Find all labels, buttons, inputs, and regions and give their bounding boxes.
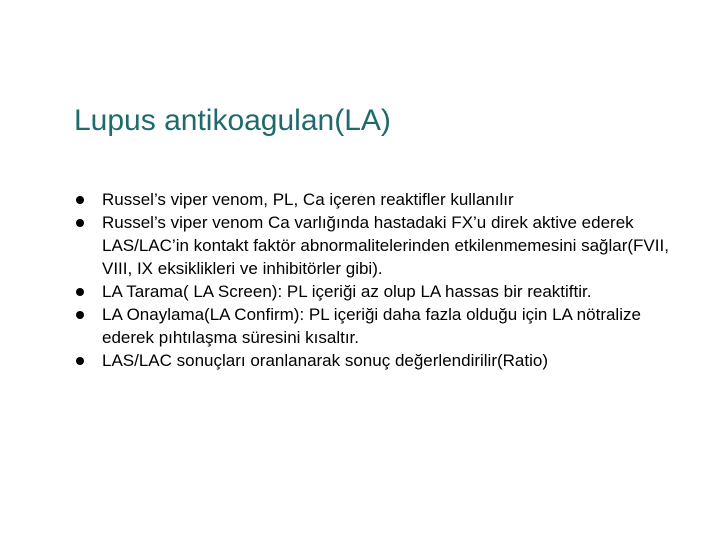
bullet-dot-icon <box>76 196 84 204</box>
bullet-text: LAS/LAC sonuçları oranlanarak sonuç değerlendirilir(Ratio) <box>102 351 549 370</box>
bullet-item-4 <box>76 303 676 349</box>
bullet-dot-icon <box>76 288 84 296</box>
bullet-text: LA Onaylama(LA Confirm): PL içeriği daha fazla olduğu için LA nötralize ederek pıhtılaşma süresini kısaltır. <box>102 305 641 347</box>
bullet-item-5 <box>76 349 676 372</box>
bullet-text: LA Tarama( LA Screen): PL içeriği az olup LA hassas bir reaktiftir. <box>102 282 592 301</box>
bullet-item-3 <box>76 280 676 303</box>
bullet-dot-icon <box>76 357 84 365</box>
bullet-text: Russel’s viper venom, PL, Ca içeren reaktifler kullanılır <box>102 190 514 209</box>
bullet-item-1 <box>76 188 676 211</box>
bullet-dot-icon <box>76 311 84 319</box>
bullet-text: Russel’s viper venom Ca varlığında hastadaki FX’u direk aktive ederek LAS/LAC’in kontakt faktör abnormalitelerinden etkilenmemesini sağlar(FVII, VIII, IX eksiklikleri ve inhibitörler gibi). <box>102 213 669 278</box>
bullet-dot-icon <box>76 219 84 227</box>
bullet-list <box>76 188 676 372</box>
slide-title: Lupus antikoagulan(LA) <box>74 104 391 137</box>
bullet-item-2 <box>76 211 676 280</box>
